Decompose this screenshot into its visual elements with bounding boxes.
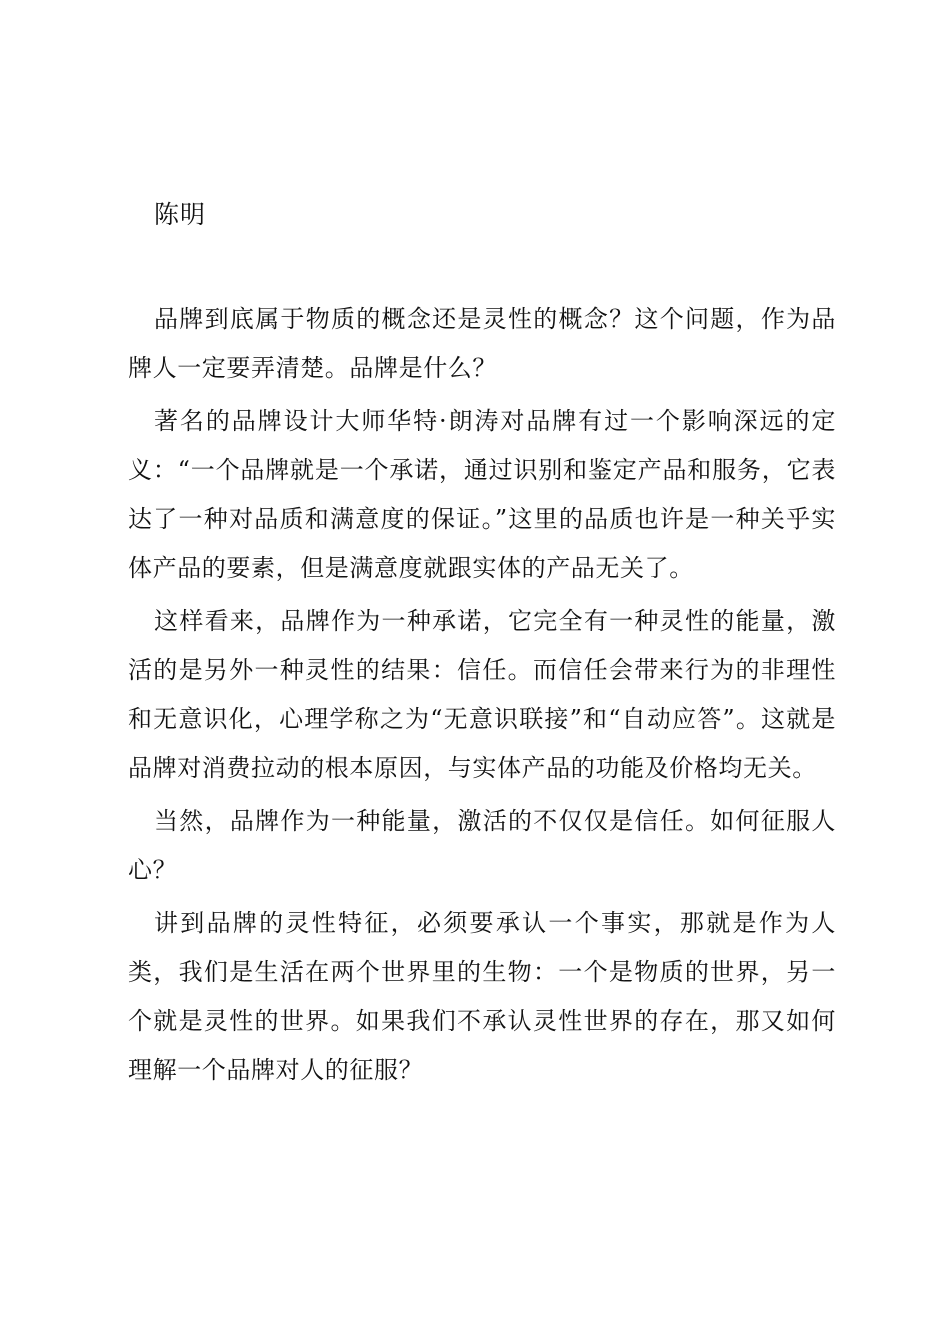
paragraph: 当然，品牌作为一种能量，激活的不仅仅是信任。如何征服人心？	[128, 807, 836, 884]
paragraph: 品牌到底属于物质的概念还是灵性的概念？这个问题，作为品牌人一定要弄清楚。品牌是什么？	[128, 305, 836, 382]
paragraph: 著名的品牌设计大师华特·朗涛对品牌有过一个影响深远的定义：“一个品牌就是一个承诺，通过识别和鉴定产品和服务，它表达了一种对品质和满意度的保证。”这里的品质也许是一种关乎实体产品的要素，但是满意度就跟实体的产品无关了。	[128, 407, 836, 582]
paragraph: 讲到品牌的灵性特征，必须要承认一个事实，那就是作为人类，我们是生活在两个世界里的生物：一个是物质的世界，另一个就是灵性的世界。如果我们不承认灵性世界的存在，那又如何理解一个品牌对人的征服？	[128, 909, 836, 1084]
author-name: 陈明	[154, 200, 207, 229]
paragraph: 这样看来，品牌作为一种承诺，它完全有一种灵性的能量，激活的是另外一种灵性的结果：信任。而信任会带来行为的非理性和无意识化，心理学称之为“无意识联接”和“自动应答”。这就是品牌对消费拉动的根本原因，与实体产品的功能及价格均无关。	[128, 607, 836, 782]
article-body	[128, 295, 836, 1099]
